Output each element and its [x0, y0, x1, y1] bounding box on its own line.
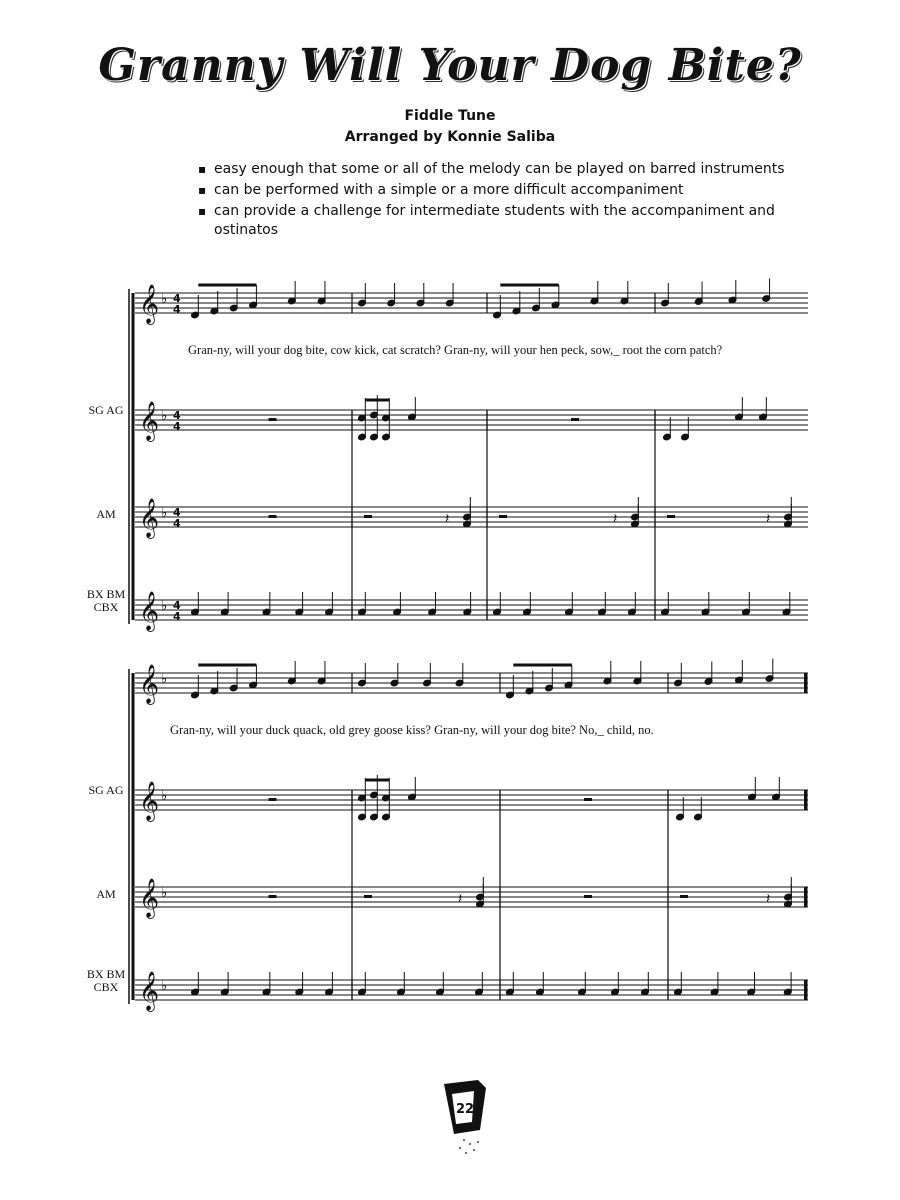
key-signature-flat: ♭	[161, 979, 168, 994]
final-barline	[804, 673, 808, 693]
key-signature-flat: ♭	[161, 599, 168, 614]
half-rest	[571, 418, 579, 421]
page-title: Granny Will Your Dog Bite?	[98, 40, 802, 91]
time-signature-bottom: 4	[173, 610, 181, 623]
treble-clef: 𝄞	[139, 284, 160, 324]
half-rest	[269, 895, 277, 898]
part-label-am: AM	[96, 507, 116, 521]
lyrics-system-1: Gran-ny, will your dog bite, cow kick, cat scratch? Gran-ny, will your hen peck, sow,_ root the corn patch?	[188, 343, 723, 357]
part-label-sg-ag: SG AG	[88, 783, 124, 797]
part-label-bx-bm-cbx: BX BM CBX	[86, 587, 126, 614]
treble-clef: 𝄞	[139, 878, 160, 918]
quarter-rest: 𝄽	[766, 511, 771, 527]
part-label-am: AM	[96, 887, 116, 901]
half-rest	[364, 895, 372, 898]
part-label-sg-ag: SG AG	[88, 403, 124, 417]
key-signature-flat: ♭	[161, 789, 168, 804]
treble-clef: 𝄞	[139, 781, 160, 821]
half-rest	[364, 515, 372, 518]
treble-clef: 𝄞	[139, 664, 160, 704]
time-signature-bottom: 4	[173, 517, 181, 530]
arranger-credit: Arranged by Konnie Saliba	[344, 129, 556, 145]
half-rest	[269, 798, 277, 801]
note-item: ▪ easy enough that some or all of the melody can be played on barred instruments	[196, 160, 796, 179]
note-item: ▪ can provide a challenge for intermediate students with the accompaniment and ostinatos	[196, 202, 796, 240]
final-barline	[804, 790, 808, 810]
treble-clef: 𝄞	[139, 971, 160, 1011]
time-signature-bottom: 4	[173, 420, 181, 433]
key-signature-flat: ♭	[161, 409, 168, 424]
page-number: 22	[456, 1102, 475, 1117]
lyrics-system-2: Gran-ny, will your duck quack, old grey goose kiss? Gran-ny, will your dog bite? No,_ child, no.	[170, 723, 654, 737]
half-rest	[584, 895, 592, 898]
half-rest	[499, 515, 507, 518]
page-number-badge	[440, 1078, 490, 1158]
subtitle: Fiddle Tune	[404, 108, 496, 124]
time-signature-top: 4	[173, 506, 181, 519]
key-signature-flat: ♭	[161, 672, 168, 687]
time-signature-top: 4	[173, 292, 181, 305]
treble-clef: 𝄞	[139, 591, 160, 631]
half-rest	[584, 798, 592, 801]
quarter-rest: 𝄽	[458, 891, 463, 907]
final-barline	[804, 887, 808, 907]
half-rest	[667, 515, 675, 518]
time-signature-top: 4	[173, 599, 181, 612]
quarter-rest: 𝄽	[766, 891, 771, 907]
half-rest	[269, 418, 277, 421]
final-barline	[804, 980, 808, 1000]
half-rest	[269, 515, 277, 518]
key-signature-flat: ♭	[161, 506, 168, 521]
quarter-rest: 𝄽	[445, 511, 450, 527]
time-signature-bottom: 4	[173, 303, 181, 316]
key-signature-flat: ♭	[161, 886, 168, 901]
half-rest	[680, 895, 688, 898]
quarter-rest: 𝄽	[613, 511, 618, 527]
note-item: ▪ can be performed with a simple or a more difficult accompaniment	[196, 181, 796, 200]
key-signature-flat: ♭	[161, 292, 168, 307]
time-signature-top: 4	[173, 409, 181, 422]
part-label-bx-bm-cbx: BX BM CBX	[86, 967, 126, 994]
treble-clef: 𝄞	[139, 498, 160, 538]
treble-clef: 𝄞	[139, 401, 160, 441]
